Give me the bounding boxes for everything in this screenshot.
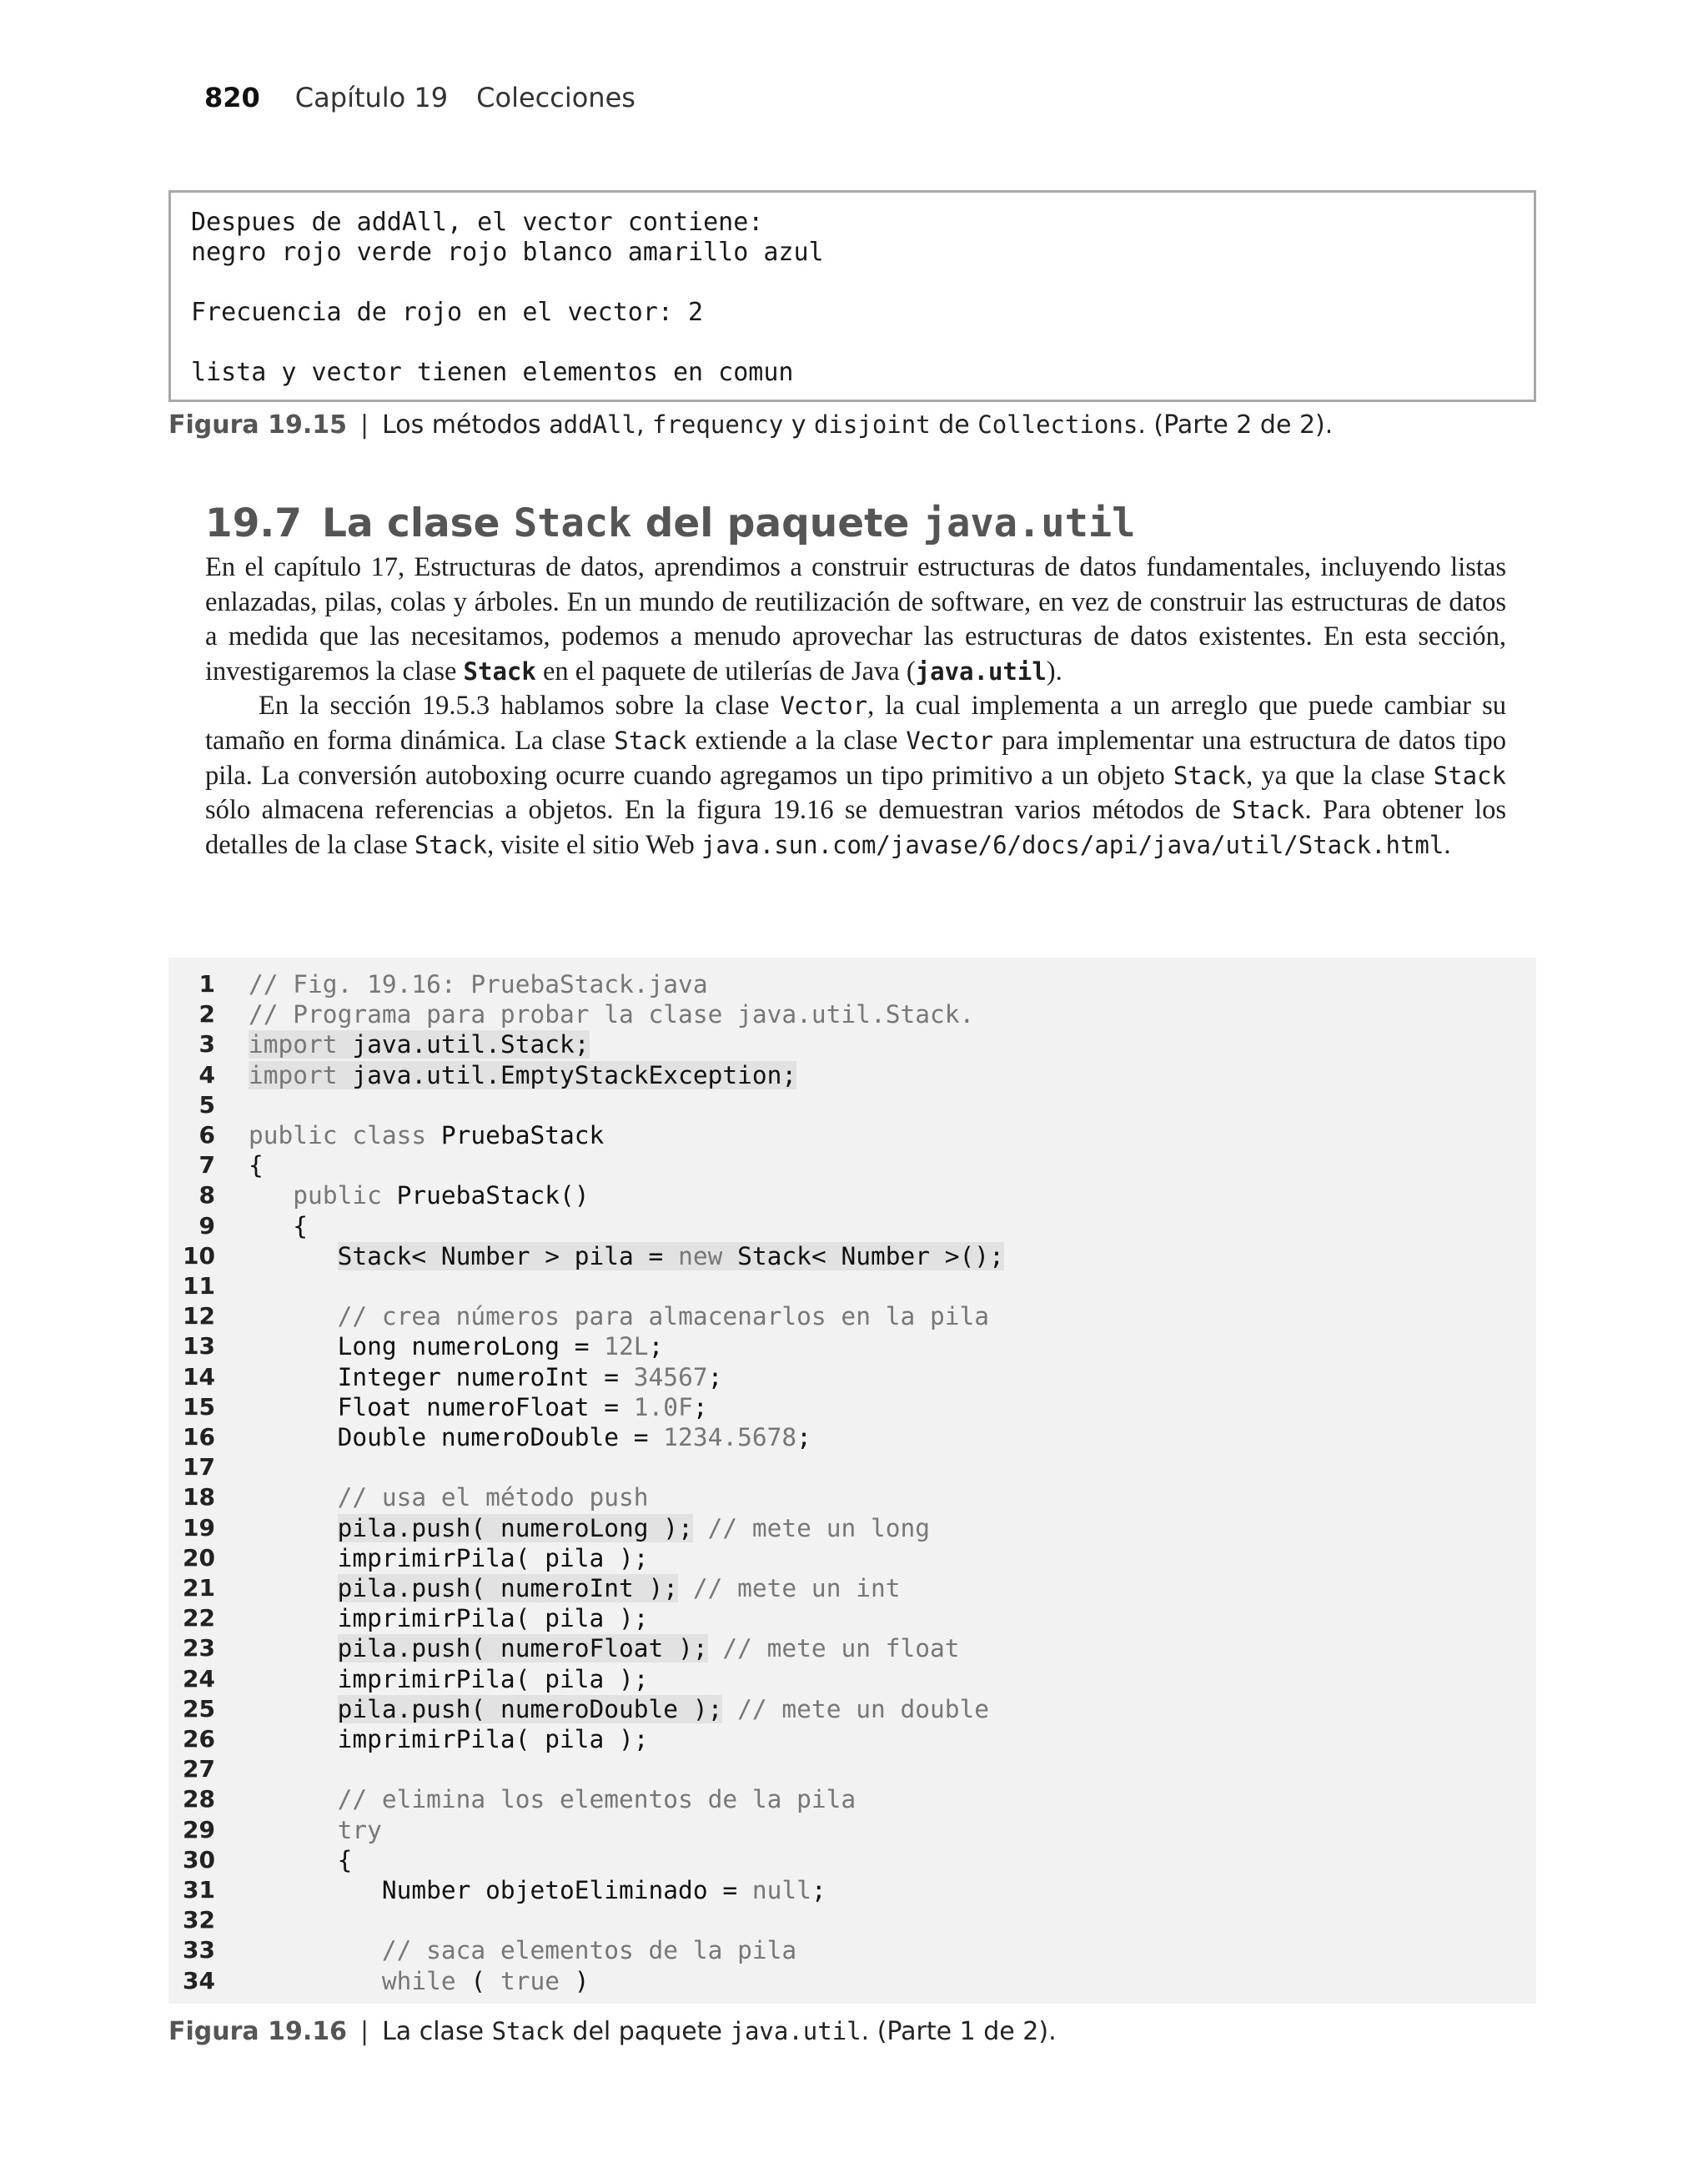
- line-number: 19: [183, 1513, 215, 1542]
- line-number: 16: [183, 1423, 215, 1451]
- code-token: ;: [707, 1362, 723, 1391]
- code-comment: // mete un int: [692, 1574, 901, 1602]
- code-token: Long numeroLong =: [249, 1332, 605, 1361]
- code-comment: // mete un float: [722, 1634, 960, 1663]
- code-keyword: import: [249, 1030, 338, 1059]
- code-comment: // crea números para almacenarlos en la pila: [337, 1302, 990, 1331]
- inline-code: Stack: [1232, 796, 1305, 825]
- code-text: [249, 1694, 989, 1724]
- line-number: 7: [198, 1151, 215, 1180]
- code-text: [249, 1029, 590, 1059]
- line-number: 23: [183, 1634, 215, 1662]
- code-token: ;: [796, 1423, 811, 1451]
- caption-text: ,: [635, 410, 653, 440]
- section-heading-code: java.util: [922, 500, 1136, 546]
- inline-code: Stack: [1173, 761, 1247, 790]
- code-text: [249, 1845, 352, 1875]
- code-text: [249, 1482, 649, 1512]
- code-token: java.util.EmptyStackException;: [337, 1060, 797, 1089]
- section-heading-text: del paquete: [631, 500, 923, 546]
- code-token: imprimirPila( pila );: [249, 1543, 649, 1572]
- inline-code: Stack: [614, 726, 687, 755]
- code-text: [249, 1362, 722, 1392]
- code-keyword: try: [337, 1815, 382, 1844]
- code-text: [249, 1543, 649, 1573]
- line-number: 34: [183, 1966, 215, 1994]
- code-token: ;: [648, 1332, 664, 1361]
- body-text: En el capítulo 17, Estructuras de datos, aprendimos a construir estructuras de datos fundamentales, incluyendo listas enlazadas, pilas, colas y árboles. En un mundo de reutilización de software, en vez de construir las estructuras de datos a medida que las necesitamos, podemos a menudo aprovechar las estructuras de datos existentes. En esta sección, investigaremos la clase: [205, 552, 1506, 687]
- line-number: 33: [183, 1936, 215, 1964]
- line-number: 27: [183, 1755, 215, 1783]
- body-text: en el paquete de utilerías de Java (: [535, 656, 916, 687]
- line-number: 10: [183, 1241, 215, 1270]
- line-number: 11: [183, 1272, 215, 1300]
- body-text: En la sección 19.5.3 hablamos sobre la clase: [259, 691, 781, 722]
- code-token: imprimirPila( pila );: [249, 1604, 649, 1633]
- inline-code-url: java.sun.com/javase/6/docs/api/java/util/Stack.html: [701, 830, 1444, 859]
- line-number: 3: [198, 1030, 215, 1059]
- caption-text: de: [930, 410, 978, 440]
- code-token: ;: [692, 1392, 708, 1421]
- code-text: [249, 1784, 856, 1814]
- code-token: pila.push( numeroLong );: [337, 1513, 693, 1542]
- code-text: [249, 1331, 663, 1361]
- line-number: 17: [183, 1453, 215, 1481]
- section-number: 19.7: [205, 500, 302, 546]
- code-token: Float numeroFloat =: [249, 1392, 634, 1421]
- line-number: 24: [183, 1664, 215, 1693]
- caption-text: Los métodos: [382, 410, 550, 440]
- code-listing: [168, 958, 1536, 2004]
- figure-label: Figura 19.15: [168, 410, 347, 440]
- code-text: [249, 999, 974, 1029]
- code-token: [249, 1785, 338, 1813]
- line-number: 18: [183, 1483, 215, 1512]
- code-text: [249, 1815, 382, 1845]
- code-token: [249, 1634, 338, 1662]
- inline-code: Stack: [414, 830, 488, 859]
- code-text: [249, 1724, 649, 1754]
- line-number: 31: [183, 1876, 215, 1904]
- code-literal: 34567: [633, 1362, 708, 1391]
- code-text: [249, 1664, 649, 1694]
- code-comment: // usa el método push: [337, 1483, 649, 1512]
- code-token: [249, 1967, 382, 1995]
- body-text: . Para obtener los detalles de la clase: [205, 795, 1506, 860]
- line-number: 9: [198, 1211, 215, 1240]
- code-token: PruebaStack(): [381, 1181, 590, 1210]
- chapter-title: Colecciones: [476, 82, 635, 113]
- code-text: [249, 1935, 796, 1965]
- code-keyword: public class: [249, 1121, 427, 1149]
- section-heading-code: Stack: [513, 500, 632, 546]
- code-keyword: import: [249, 1060, 338, 1089]
- figure-caption-19-15: [168, 410, 1333, 440]
- page-number: 820: [204, 82, 260, 113]
- code-literal: 1.0F: [633, 1392, 693, 1421]
- code-token: [708, 1634, 723, 1662]
- line-number: 20: [183, 1543, 215, 1572]
- code-token: [249, 1242, 338, 1270]
- body-text: extiende a la clase: [686, 725, 907, 756]
- running-header: [204, 82, 635, 113]
- code-text: [249, 1120, 604, 1150]
- code-token: [249, 1816, 338, 1844]
- line-number: 28: [183, 1785, 215, 1813]
- line-number: 14: [183, 1362, 215, 1391]
- section-heading-text: La clase: [321, 500, 514, 546]
- code-text: [249, 1211, 308, 1241]
- line-number: 21: [183, 1574, 215, 1602]
- code-token: [249, 1302, 338, 1330]
- code-token: Integer numeroInt =: [249, 1362, 634, 1391]
- code-keyword: null: [751, 1876, 811, 1904]
- output-blank-line: [191, 328, 1534, 358]
- code-token: imprimirPila( pila );: [249, 1664, 649, 1693]
- caption-text: y: [783, 410, 814, 440]
- code-text: [249, 1301, 989, 1331]
- code-token: {: [249, 1211, 309, 1240]
- line-number: 1: [198, 970, 215, 998]
- body-text: , visite el sitio Web: [487, 829, 701, 860]
- code-text: [249, 1150, 264, 1180]
- code-token: [249, 1514, 338, 1542]
- line-number: 32: [183, 1906, 215, 1934]
- code-comment: // elimina los elementos de la pila: [337, 1785, 857, 1814]
- line-number: 15: [183, 1392, 215, 1421]
- code-token: pila.push( numeroInt );: [337, 1574, 679, 1602]
- body-text: para implementar una estructura de datos tipo pila. La conversión autoboxing ocurre cuando agregamos un tipo primitivo a un objeto: [205, 725, 1507, 791]
- caption-code: java.util: [730, 2017, 862, 2045]
- line-number: 29: [183, 1815, 215, 1844]
- caption-separator: |: [359, 2017, 369, 2046]
- code-token: {: [249, 1845, 353, 1874]
- code-token: Number objetoEliminado =: [249, 1876, 752, 1904]
- caption-text: La clase: [382, 2017, 492, 2046]
- caption-code: disjoint: [813, 410, 931, 439]
- code-comment: // saca elementos de la pila: [381, 1936, 797, 1965]
- body-text: , la cual implementa a un arreglo que puede cambiar su tamaño en forma dinámica. La clase: [205, 691, 1506, 756]
- figure-caption-19-16: [168, 2017, 1057, 2046]
- code-text: [249, 1422, 811, 1452]
- code-text: [249, 1513, 930, 1543]
- code-token: Stack< Number > pila =: [337, 1241, 679, 1270]
- caption-code: Collections: [977, 410, 1138, 439]
- code-token: [693, 1514, 708, 1542]
- code-text: [249, 1392, 708, 1422]
- code-token: pila.push( numeroDouble );: [337, 1694, 723, 1723]
- output-line: Frecuencia de rojo en el vector: 2: [191, 298, 704, 327]
- chapter-label: Capítulo 19: [294, 82, 449, 113]
- caption-separator: |: [359, 410, 369, 440]
- line-number: 6: [198, 1121, 215, 1149]
- code-literal: 12L: [604, 1332, 649, 1361]
- code-token: pila.push( numeroFloat );: [337, 1634, 708, 1663]
- line-number: 12: [183, 1302, 215, 1330]
- code-comment: // Fig. 19.16: PruebaStack.java: [249, 970, 708, 998]
- code-text: [249, 1966, 590, 1996]
- code-token: [249, 1695, 338, 1723]
- code-text: [249, 1603, 649, 1633]
- inline-code: Stack: [1433, 761, 1507, 790]
- inline-code: Vector: [780, 692, 868, 721]
- code-comment: // mete un long: [707, 1513, 931, 1542]
- code-text: [249, 969, 708, 999]
- code-text: [249, 1180, 590, 1210]
- code-keyword: true: [500, 1966, 560, 1995]
- code-literal: 1234.5678: [663, 1423, 797, 1451]
- code-keyword: public: [293, 1181, 382, 1210]
- body-text: ).: [1046, 656, 1062, 687]
- figure-label: Figura 19.16: [168, 2017, 347, 2046]
- body-text: , ya que la clase: [1246, 760, 1434, 791]
- code-text: [249, 1573, 901, 1603]
- code-comment: // Programa para probar la clase java.util.Stack.: [249, 1000, 975, 1029]
- code-text: [249, 1060, 796, 1090]
- code-token: [249, 1483, 338, 1512]
- paragraph-1: [205, 551, 1506, 689]
- line-number: 25: [183, 1694, 215, 1723]
- inline-code: java.util: [915, 656, 1047, 686]
- program-output-box: [168, 190, 1536, 402]
- code-token: ): [560, 1966, 590, 1995]
- code-text: [249, 1241, 1004, 1271]
- code-keyword: while: [381, 1966, 456, 1995]
- code-token: [249, 1574, 338, 1602]
- caption-code: Stack: [491, 2017, 565, 2045]
- body-text: .: [1444, 829, 1451, 860]
- line-number: 13: [183, 1332, 215, 1361]
- caption-text: . (Parte 2 de 2).: [1138, 410, 1334, 440]
- line-number: 2: [198, 1000, 215, 1029]
- paragraph-2: [205, 689, 1506, 863]
- output-line: Despues de addAll, el vector contiene:: [191, 208, 764, 237]
- output-line: lista y vector tienen elementos en comun: [191, 358, 794, 387]
- body-text: sólo almacena referencias a objetos. En la figura 19.16 se demuestran varios métodos de: [205, 795, 1233, 826]
- code-text: [249, 1633, 960, 1663]
- code-text: [249, 1875, 826, 1905]
- code-token: (: [455, 1966, 500, 1995]
- code-token: Double numeroDouble =: [249, 1423, 664, 1451]
- code-comment: // mete un double: [737, 1694, 990, 1723]
- line-number: 8: [198, 1181, 215, 1210]
- line-number: 4: [198, 1060, 215, 1089]
- caption-code: addAll: [549, 410, 636, 439]
- code-token: java.util.Stack;: [337, 1030, 590, 1059]
- line-number: 5: [198, 1090, 215, 1119]
- code-token: imprimirPila( pila );: [249, 1725, 649, 1753]
- output-blank-line: [191, 268, 1534, 298]
- inline-code: Vector: [906, 726, 994, 755]
- code-token: [249, 1181, 293, 1210]
- code-token: [249, 1936, 382, 1964]
- section-heading: [205, 500, 1135, 546]
- line-number: 26: [183, 1725, 215, 1753]
- caption-text: . (Parte 1 de 2).: [861, 2017, 1057, 2046]
- code-token: PruebaStack: [426, 1121, 605, 1149]
- caption-text: del paquete: [564, 2017, 731, 2046]
- code-token: [678, 1574, 693, 1602]
- code-token: [722, 1695, 737, 1723]
- line-number: 30: [183, 1845, 215, 1874]
- caption-code: frequency: [652, 410, 784, 439]
- code-token: {: [249, 1151, 264, 1180]
- line-number: 22: [183, 1604, 215, 1632]
- inline-code: Stack: [463, 656, 536, 686]
- section-body: [205, 551, 1506, 863]
- code-token: ;: [811, 1876, 826, 1904]
- code-token: Stack< Number >();: [722, 1241, 1004, 1270]
- code-keyword: new: [678, 1241, 723, 1270]
- output-line: negro rojo verde rojo blanco amarillo azul: [191, 238, 824, 267]
